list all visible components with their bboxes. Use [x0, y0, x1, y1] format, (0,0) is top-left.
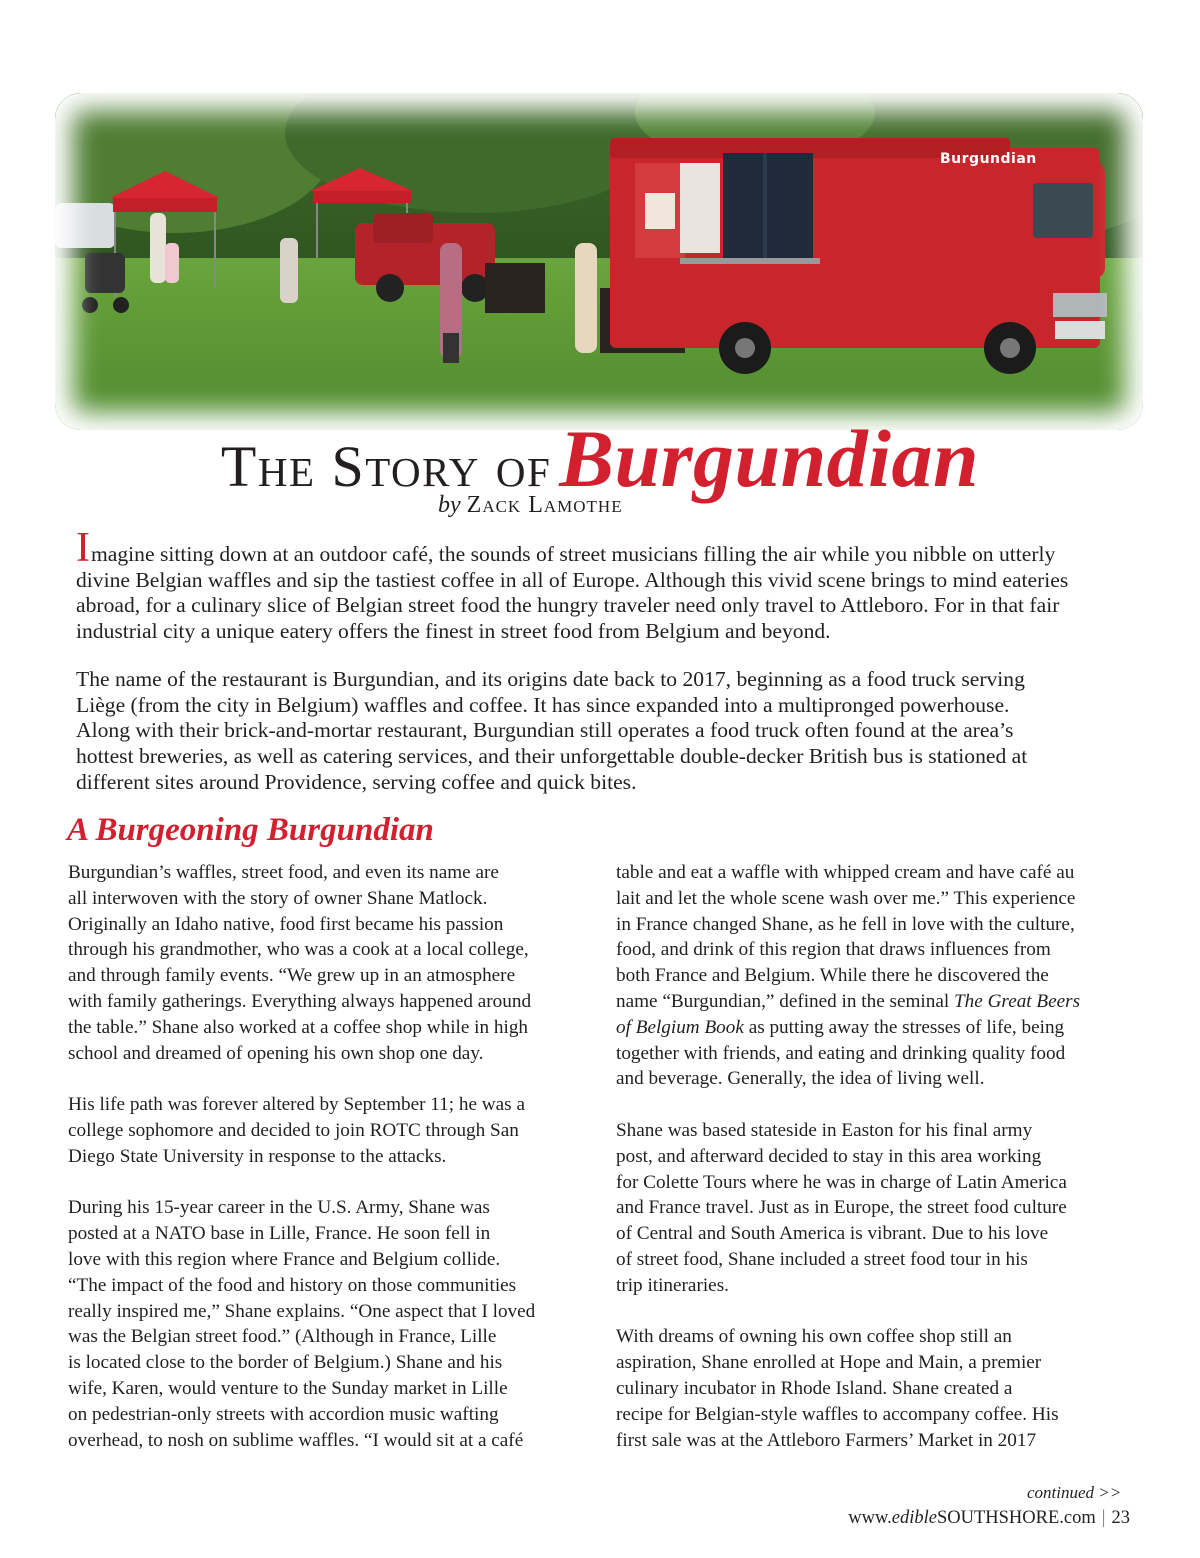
body-text: as putting away the stresses of life, being — [743, 1016, 1065, 1038]
footer-separator: | — [1101, 1508, 1106, 1528]
body-line: trip itineraries. — [616, 1274, 729, 1296]
body-line: lait and let the whole scene wash over me.” This experience — [616, 887, 1076, 909]
left-column — [68, 860, 583, 1453]
body-line: of street food, Shane included a street food tour in his — [616, 1248, 1028, 1270]
body-text: name “Burgundian,” defined in the seminal — [616, 990, 954, 1012]
paragraph-gap — [616, 1299, 1136, 1325]
intro-line — [76, 525, 1136, 571]
intro-paragraph-2 — [76, 667, 1136, 796]
body-line: is located close to the border of Belgium.) Shane and his — [68, 1352, 503, 1374]
body-line: and France travel. Just as in Europe, the street food culture — [616, 1197, 1067, 1219]
footer-url-suffix: .com — [1059, 1508, 1096, 1528]
drop-cap: I — [76, 525, 90, 571]
intro-paragraph-1 — [76, 525, 1136, 645]
byline-by: by — [438, 492, 461, 518]
continued-link[interactable]: continued >> — [1027, 1483, 1122, 1502]
body-line: both France and Belgium. While there he discovered the — [616, 965, 1049, 987]
body-line: and through family events. “We grew up in an atmosphere — [68, 965, 516, 987]
body-line: post, and afterward decided to stay in this area working — [616, 1145, 1042, 1167]
body-line: Burgundian’s waffles, street food, and even its name are — [68, 862, 499, 883]
body-line: all interwoven with the story of owner Shane Matlock. — [68, 887, 488, 909]
body-line: Diego State University in response to the attacks. — [68, 1145, 447, 1167]
body-line — [616, 989, 1136, 1015]
body-line: love with this region where France and Belgium collide. — [68, 1248, 501, 1270]
byline-author: Zack Lamothe — [466, 492, 623, 518]
byline — [438, 492, 623, 519]
paragraph-gap — [616, 1092, 1136, 1118]
page-footer — [848, 1508, 1130, 1529]
book-title: of Belgium Book — [616, 1016, 744, 1038]
intro-line: divine Belgian waffles and sip the tastiest coffee in all of Europe. Although this vivid scene brings to mind eateries — [76, 567, 1069, 592]
body-line: His life path was forever altered by September 11; he was a — [68, 1094, 525, 1116]
body-line: wife, Karen, would venture to the Sunday market in Lille — [68, 1377, 508, 1399]
body-line: first sale was at the Attleboro Farmers’ Market in 2017 — [616, 1429, 1037, 1451]
body-line: Shane was based stateside in Easton for his final army — [616, 1119, 1033, 1141]
food-truck-photo — [55, 93, 1143, 430]
body-line: culinary incubator in Rhode Island. Shane created a — [616, 1377, 1013, 1399]
body-line: on pedestrian-only streets with accordion music wafting — [68, 1403, 499, 1425]
section-heading: A Burgeoning Burgundian — [67, 812, 434, 848]
intro-line: different sites around Providence, serving coffee and quick bites. — [76, 769, 637, 794]
body-line: With dreams of owning his own coffee shop still an — [616, 1326, 1012, 1348]
paragraph-gap — [68, 1170, 583, 1196]
body-line: together with friends, and eating and drinking quality food — [616, 1042, 1066, 1064]
body-line: really inspired me,” Shane explains. “One aspect that I loved — [68, 1300, 536, 1322]
footer-url-prefix: www. — [848, 1508, 892, 1528]
body-line: table and eat a waffle with whipped cream and have café au — [616, 862, 1075, 883]
footer-url-edible: edible — [891, 1508, 937, 1528]
footer-url-brand: SOUTHSHORE — [936, 1508, 1060, 1528]
body-line: food, and drink of this region that draws influences from — [616, 939, 1051, 961]
body-line: school and dreamed of opening his own shop one day. — [68, 1042, 484, 1064]
body-line: through his grandmother, who was a cook at a local college, — [68, 939, 529, 961]
body-line: Originally an Idaho native, food first became his passion — [68, 913, 504, 935]
title-accent: Burgundian — [559, 413, 980, 504]
body-line: the table.” Shane also worked at a coffee shop while in high — [68, 1016, 529, 1038]
body-line: of Central and South America is vibrant. Due to his love — [616, 1223, 1049, 1245]
body-line: During his 15-year career in the U.S. Army, Shane was — [68, 1197, 490, 1219]
body-line: aspiration, Shane enrolled at Hope and Main, a premier — [616, 1352, 1042, 1374]
body-line: recipe for Belgian-style waffles to accompany coffee. His — [616, 1403, 1059, 1425]
book-title: The Great Beers — [954, 990, 1081, 1012]
title-plain: The Story of — [220, 434, 552, 499]
intro-line: abroad, for a culinary slice of Belgian street food the hungry traveler need only travel to Attleboro. For in that fair — [76, 593, 1060, 618]
intro-line: Liège (from the city in Belgium) waffles and coffee. It has since expanded into a multipronged powerhouse. — [76, 692, 1010, 717]
intro-line: Along with their brick-and-mortar restaurant, Burgundian still operates a food truck often found at the area’s — [76, 718, 1014, 743]
body-line: with family gatherings. Everything always happened around — [68, 990, 532, 1012]
body-line: in France changed Shane, as he fell in love with the culture, — [616, 913, 1075, 935]
page-number: 23 — [1111, 1508, 1130, 1528]
body-line: overhead, to nosh on sublime waffles. “I would sit at a café — [68, 1429, 524, 1451]
body-line: was the Belgian street food.” (Although in France, Lille — [68, 1326, 497, 1348]
intro-line: hottest breweries, as well as catering services, and their unforgettable double-decker British bus is stationed at — [76, 744, 1028, 769]
body-line — [616, 1015, 1136, 1041]
intro-line: industrial city a unique eatery offers the finest in street food from Belgium and beyond. — [76, 619, 831, 644]
body-line: posted at a NATO base in Lille, France. He soon fell in — [68, 1223, 491, 1245]
body-line: for Colette Tours where he was in charge of Latin America — [616, 1171, 1067, 1193]
body-line: “The impact of the food and history on those communities — [68, 1274, 517, 1296]
truck-sign: Burgundian — [940, 151, 1037, 167]
body-line: college sophomore and decided to join ROTC through San — [68, 1119, 519, 1141]
body-line: and beverage. Generally, the idea of living well. — [616, 1068, 985, 1090]
intro-line-text: magine sitting down at an outdoor café, the sounds of street musicians filling the air while you nibble on utterly — [91, 542, 1056, 566]
right-column — [616, 860, 1136, 1453]
paragraph-gap — [68, 1066, 583, 1092]
intro-line: The name of the restaurant is Burgundian, and its origins date back to 2017, beginning as a food truck serving — [76, 667, 1025, 691]
